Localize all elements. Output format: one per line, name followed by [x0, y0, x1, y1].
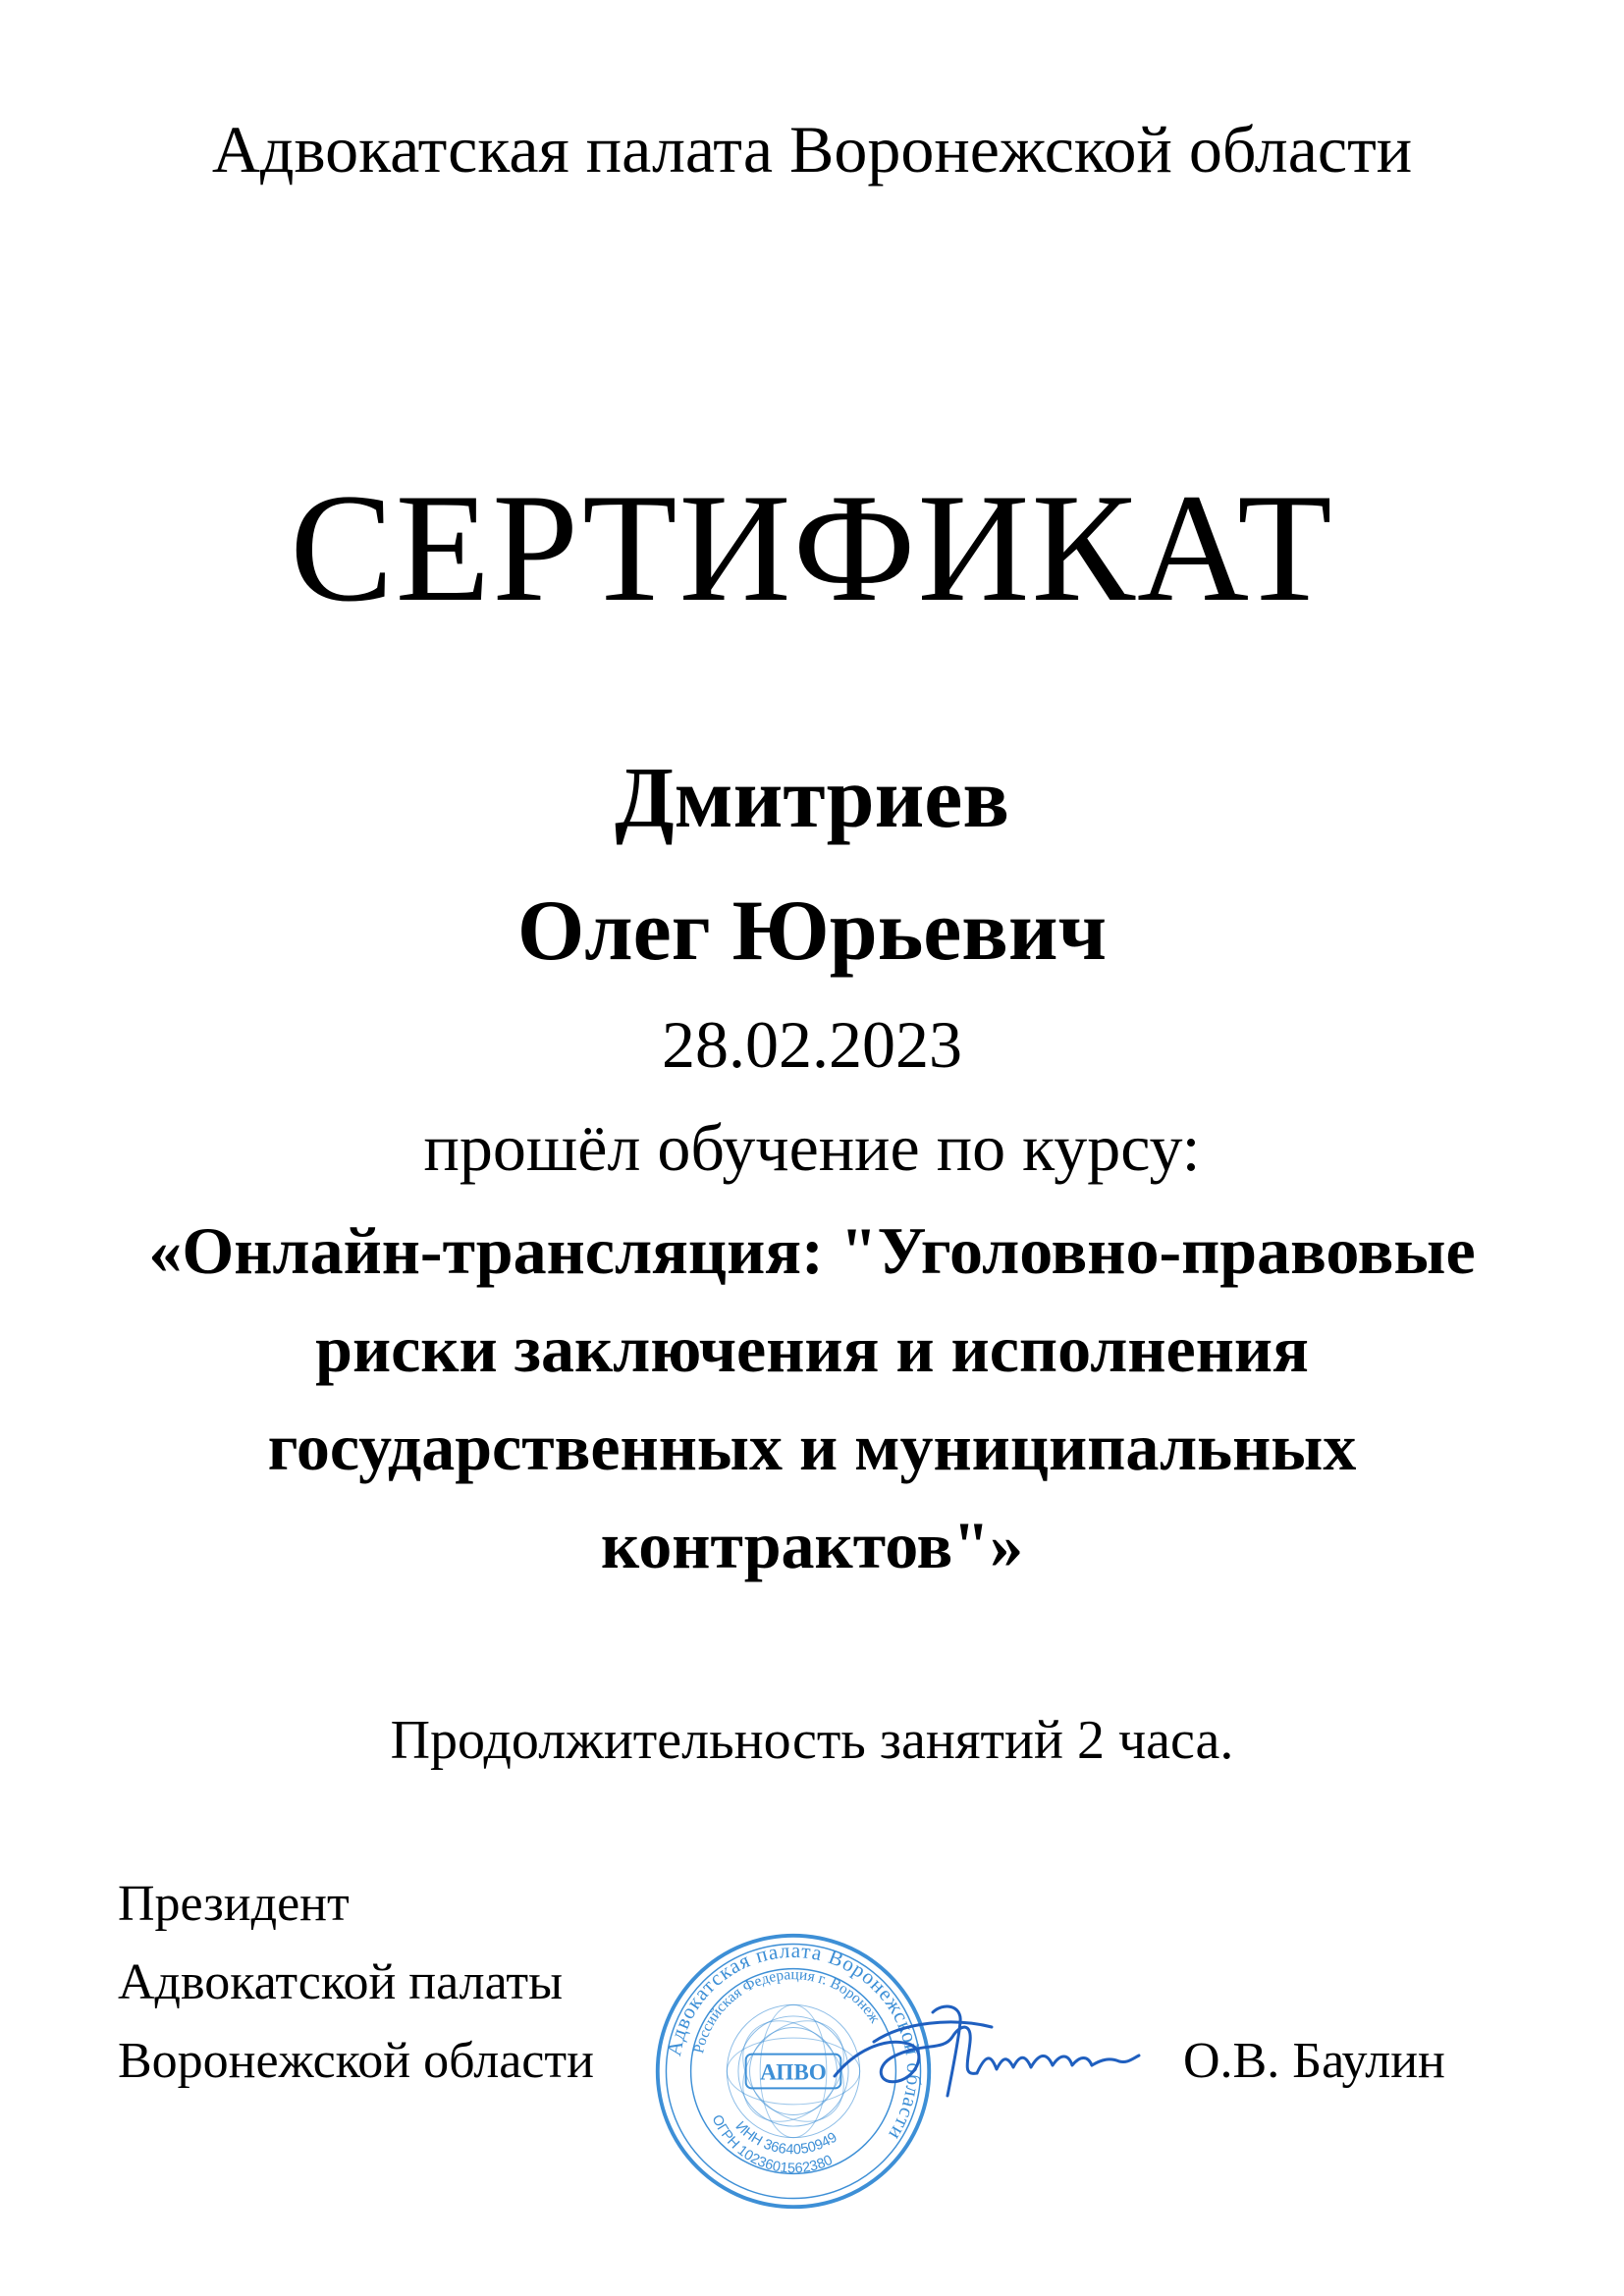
stamp-ogrn-text: ОГРН 1023601562380: [708, 2112, 836, 2177]
stamp-inner-text: Российская Федерация г. Воронеж: [690, 1966, 884, 2056]
course-duration: Продолжительность занятий 2 часа.: [390, 1710, 1234, 1771]
completed-course-text: прошёл обучение по курсу:: [423, 1110, 1201, 1185]
course-title-line: «Онлайн-трансляция: "Уголовно-правовые: [148, 1213, 1476, 1288]
signatory-name: О.В. Баулин: [1183, 2033, 1445, 2089]
course-title-line: контрактов"»: [601, 1508, 1023, 1582]
stamp-outer-text: Адвокатская палата Воронежской области: [661, 1938, 927, 2146]
handwritten-signature: [815, 1983, 1168, 2120]
recipient-surname: Дмитриев: [615, 751, 1009, 846]
certificate-title: СЕРТИФИКАТ: [290, 462, 1334, 634]
recipient-given-names: Олег Юрьевич: [516, 883, 1108, 979]
stamp-center-text: АПВО: [760, 2059, 827, 2086]
signatory-title-line: Адвокатской палаты: [118, 1954, 564, 2010]
course-title-line: государственных и муниципальных: [267, 1410, 1357, 1484]
signatory-title-line: Президент: [118, 1876, 350, 1932]
course-title-line: риски заключения и исполнения: [315, 1311, 1309, 1386]
signatory-title-line: Воронежской области: [118, 2033, 594, 2089]
issue-date: 28.02.2023: [662, 1007, 962, 1082]
stamp-inn-text: ИНН 3664050949: [731, 2118, 840, 2159]
organization-header: Адвокатская палата Воронежской области: [211, 112, 1413, 187]
